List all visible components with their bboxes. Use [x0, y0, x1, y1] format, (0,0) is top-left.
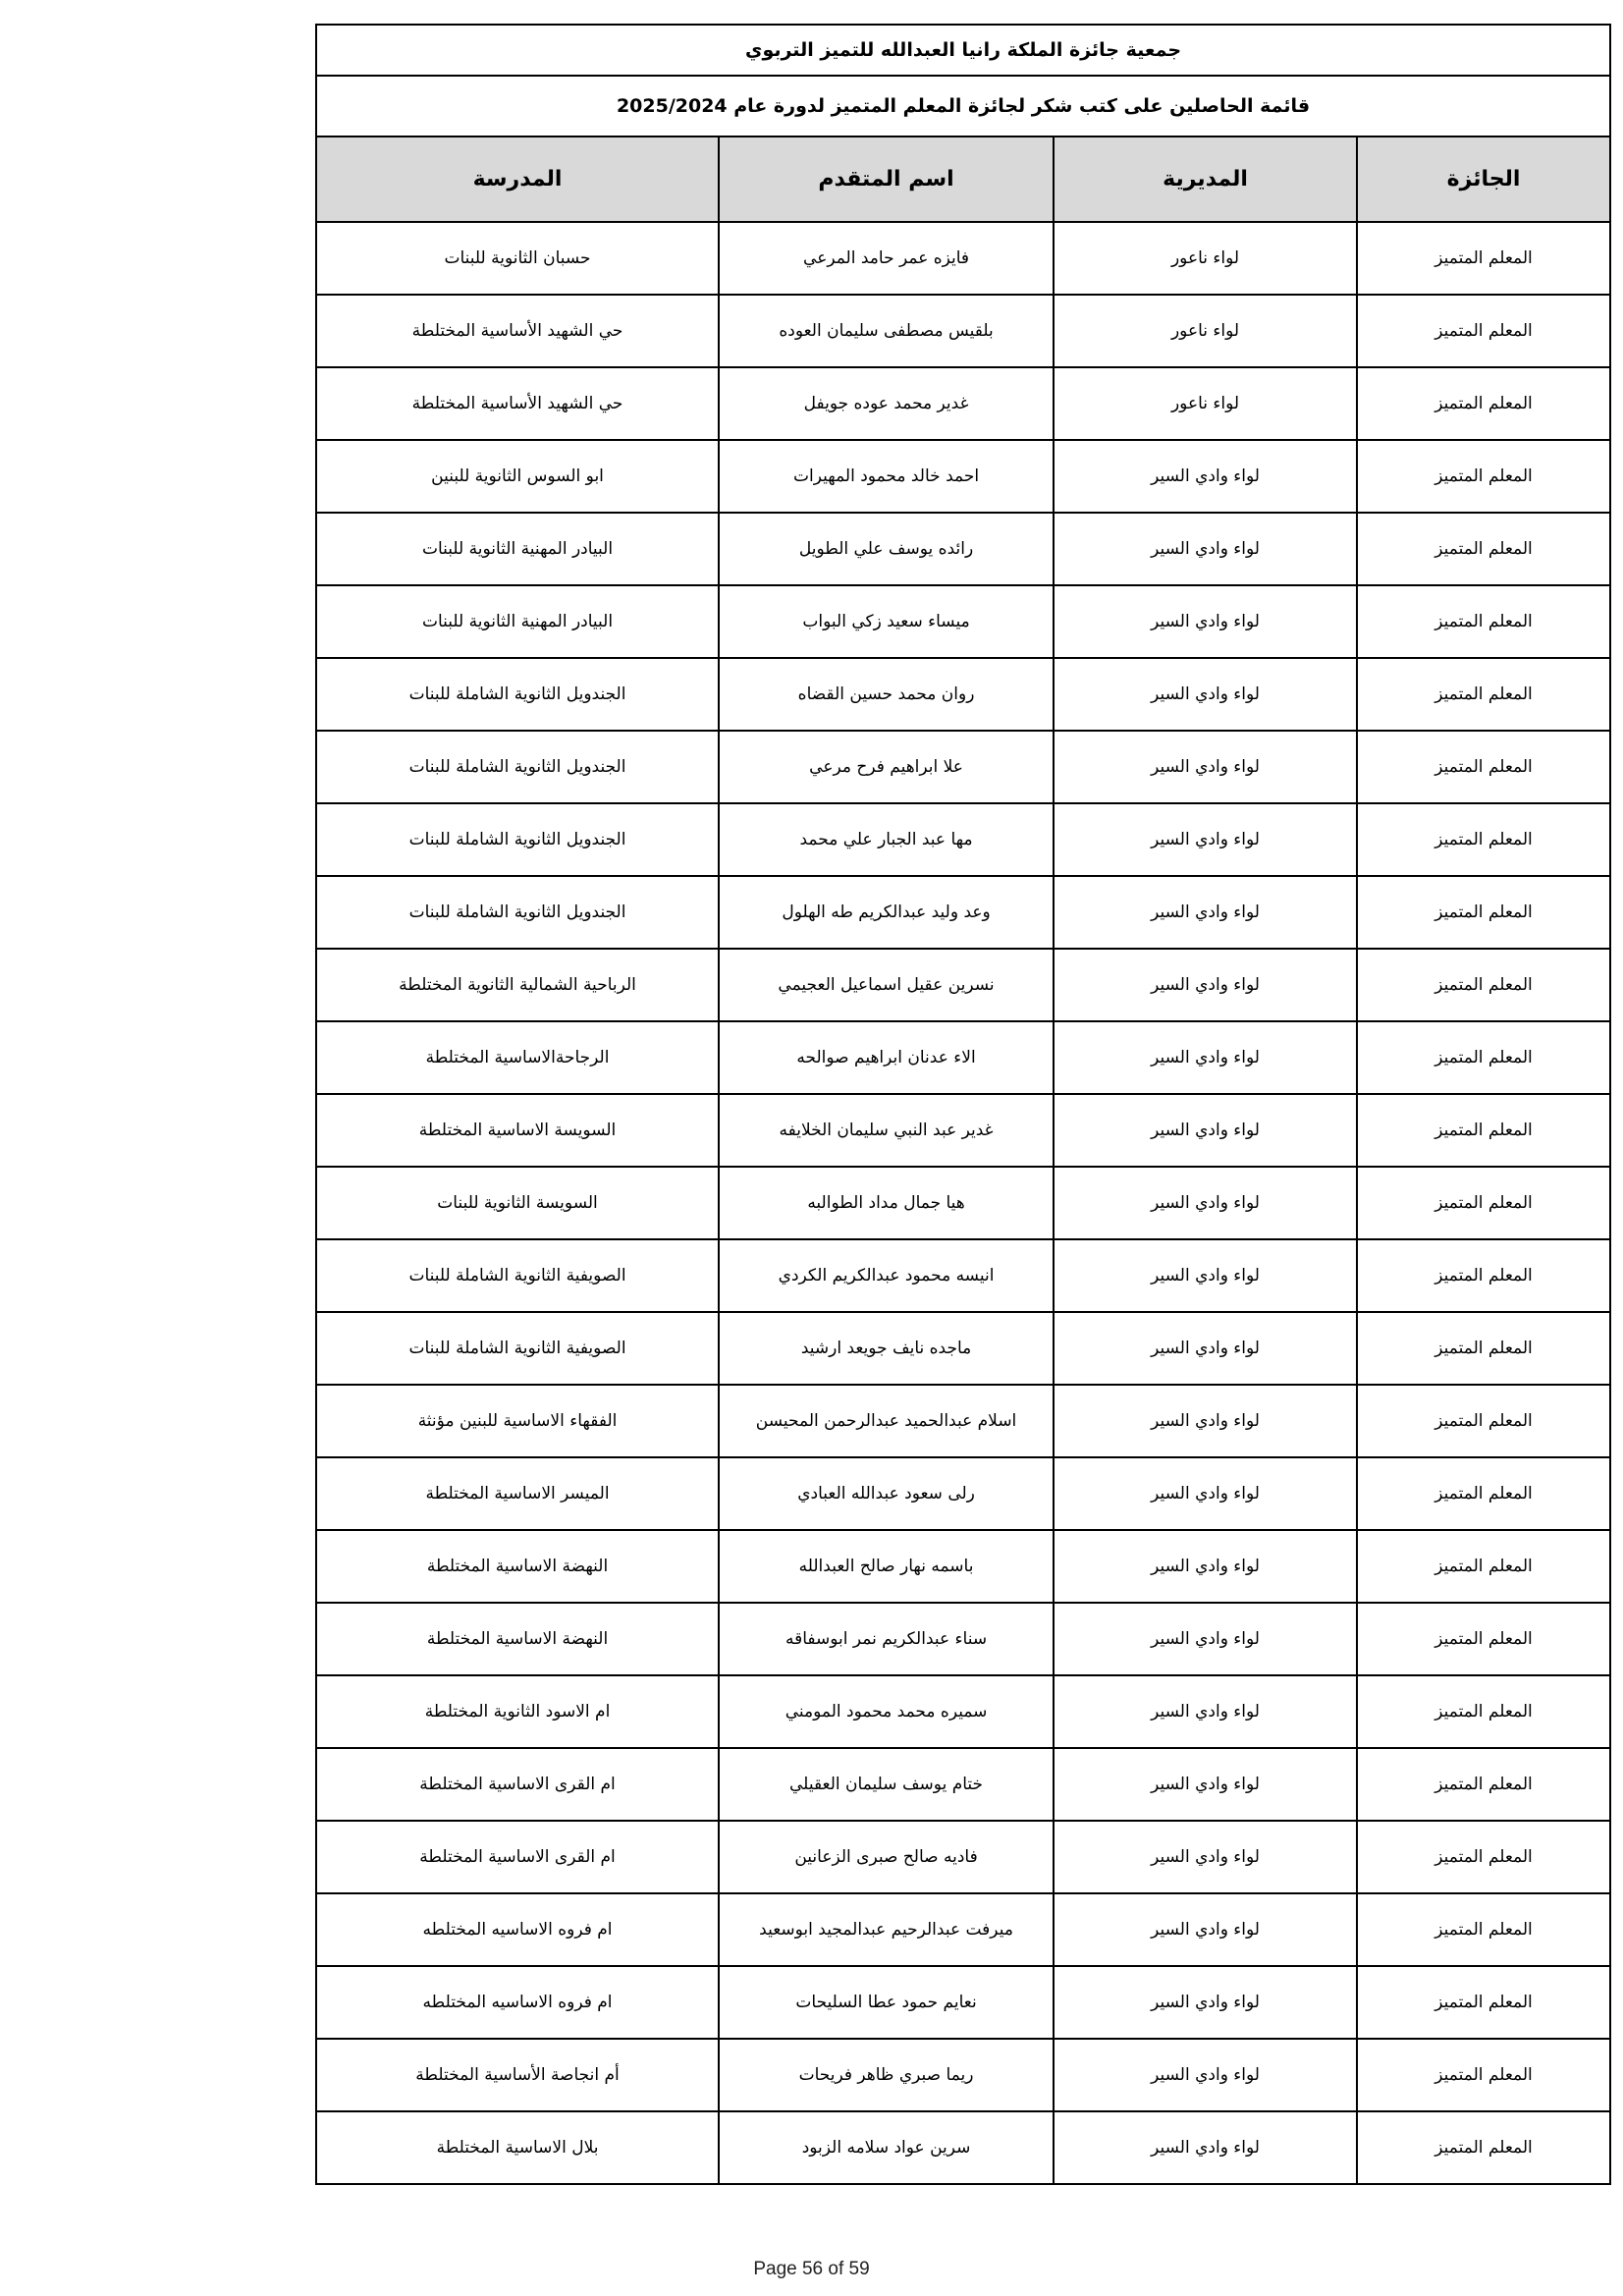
award-cell: المعلم المتميز: [1357, 2111, 1610, 2184]
table-row: [316, 803, 1610, 876]
directorate-cell: لواء وادي السير: [1054, 1530, 1357, 1603]
school-cell: النهضة الاساسية المختلطة: [316, 1530, 719, 1603]
award-cell: المعلم المتميز: [1357, 876, 1610, 949]
directorate-cell: لواء وادي السير: [1054, 1167, 1357, 1239]
directorate-cell: لواء وادي السير: [1054, 1893, 1357, 1966]
applicant-name-cell: رائده يوسف علي الطويل: [719, 513, 1054, 585]
school-cell: الفقهاء الاساسية للبنين مؤنثة: [316, 1385, 719, 1457]
school-cell: الميسر الاساسية المختلطة: [316, 1457, 719, 1530]
table-row: [316, 658, 1610, 731]
school-cell: السويسة الاساسية المختلطة: [316, 1094, 719, 1167]
applicant-name-cell: سميره محمد محمود المومني: [719, 1675, 1054, 1748]
awardees-table: [315, 24, 1611, 2185]
directorate-cell: لواء وادي السير: [1054, 1021, 1357, 1094]
column-header-school: المدرسة: [316, 137, 719, 222]
table-row: [316, 440, 1610, 513]
applicant-name-cell: بلقيس مصطفى سليمان العوده: [719, 295, 1054, 367]
table-row: [316, 949, 1610, 1021]
school-cell: الجندويل الثانوية الشاملة للبنات: [316, 876, 719, 949]
award-cell: المعلم المتميز: [1357, 222, 1610, 295]
award-cell: المعلم المتميز: [1357, 1457, 1610, 1530]
table-row: [316, 1094, 1610, 1167]
school-cell: الجندويل الثانوية الشاملة للبنات: [316, 658, 719, 731]
school-cell: الصويفية الثانوية الشاملة للبنات: [316, 1312, 719, 1385]
directorate-cell: لواء وادي السير: [1054, 585, 1357, 658]
directorate-cell: لواء وادي السير: [1054, 658, 1357, 731]
directorate-cell: لواء وادي السير: [1054, 949, 1357, 1021]
award-cell: المعلم المتميز: [1357, 1167, 1610, 1239]
school-cell: الجندويل الثانوية الشاملة للبنات: [316, 803, 719, 876]
table-row: [316, 1821, 1610, 1893]
school-cell: ام القرى الاساسية المختلطة: [316, 1821, 719, 1893]
school-cell: ام فروه الاساسيه المختلطه: [316, 1893, 719, 1966]
applicant-name-cell: ميرفت عبدالرحيم عبدالمجيد ابوسعيد: [719, 1893, 1054, 1966]
school-cell: الجندويل الثانوية الشاملة للبنات: [316, 731, 719, 803]
award-cell: المعلم المتميز: [1357, 1530, 1610, 1603]
table-row: [316, 367, 1610, 440]
applicant-name-cell: ختام يوسف سليمان العقيلي: [719, 1748, 1054, 1821]
award-cell: المعلم المتميز: [1357, 658, 1610, 731]
school-cell: الرجاحةالاساسية المختلطة: [316, 1021, 719, 1094]
applicant-name-cell: نعايم حمود عطا السليحات: [719, 1966, 1054, 2039]
directorate-cell: لواء وادي السير: [1054, 731, 1357, 803]
award-cell: المعلم المتميز: [1357, 1821, 1610, 1893]
school-cell: البيادر المهنية الثانوية للبنات: [316, 513, 719, 585]
column-header-directorate: المديرية: [1054, 137, 1357, 222]
column-header-applicant-name: اسم المتقدم: [719, 137, 1054, 222]
award-cell: المعلم المتميز: [1357, 2039, 1610, 2111]
table-row: [316, 731, 1610, 803]
school-cell: البيادر المهنية الثانوية للبنات: [316, 585, 719, 658]
applicant-name-cell: هيا جمال مداد الطوالبه: [719, 1167, 1054, 1239]
directorate-cell: لواء وادي السير: [1054, 1094, 1357, 1167]
school-cell: حي الشهيد الأساسية المختلطة: [316, 295, 719, 367]
table-row: [316, 1312, 1610, 1385]
award-cell: المعلم المتميز: [1357, 295, 1610, 367]
applicant-name-cell: ماجده نايف جويعد ارشيد: [719, 1312, 1054, 1385]
table-row: [316, 1021, 1610, 1094]
table-row: [316, 1530, 1610, 1603]
directorate-cell: لواء وادي السير: [1054, 1675, 1357, 1748]
school-cell: النهضة الاساسية المختلطة: [316, 1603, 719, 1675]
table-row: [316, 1385, 1610, 1457]
award-cell: المعلم المتميز: [1357, 1312, 1610, 1385]
school-cell: السويسة الثانوية للبنات: [316, 1167, 719, 1239]
document-subtitle: قائمة الحاصلين على كتب شكر لجائزة المعلم المتميز لدورة عام 2025/2024: [316, 76, 1610, 137]
award-cell: المعلم المتميز: [1357, 513, 1610, 585]
applicant-name-cell: سناء عبدالكريم نمر ابوسفاقه: [719, 1603, 1054, 1675]
directorate-cell: لواء وادي السير: [1054, 2111, 1357, 2184]
table-row: [316, 2039, 1610, 2111]
directorate-cell: لواء ناعور: [1054, 222, 1357, 295]
school-cell: الرباحية الشمالية الثانوية المختلطة: [316, 949, 719, 1021]
applicant-name-cell: علا ابراهيم فرح مرعي: [719, 731, 1054, 803]
school-cell: حسبان الثانوية للبنات: [316, 222, 719, 295]
award-cell: المعلم المتميز: [1357, 1675, 1610, 1748]
directorate-cell: لواء وادي السير: [1054, 440, 1357, 513]
table-row: [316, 876, 1610, 949]
applicant-name-cell: فايزه عمر حامد المرعي: [719, 222, 1054, 295]
table-row: [316, 1675, 1610, 1748]
table-row: [316, 513, 1610, 585]
table-row: [316, 585, 1610, 658]
award-cell: المعلم المتميز: [1357, 1239, 1610, 1312]
column-header-row: [316, 137, 1610, 222]
applicant-name-cell: روان محمد حسين القضاه: [719, 658, 1054, 731]
school-cell: أم انجاصة الأساسية المختلطة: [316, 2039, 719, 2111]
award-cell: المعلم المتميز: [1357, 1385, 1610, 1457]
award-cell: المعلم المتميز: [1357, 803, 1610, 876]
applicant-name-cell: نسرين عقيل اسماعيل العجيمي: [719, 949, 1054, 1021]
title-row: [316, 25, 1610, 76]
school-cell: الصويفية الثانوية الشاملة للبنات: [316, 1239, 719, 1312]
applicant-name-cell: الاء عدنان ابراهيم صوالحه: [719, 1021, 1054, 1094]
table-row: [316, 1966, 1610, 2039]
applicant-name-cell: وعد وليد عبدالكريم طه الهلول: [719, 876, 1054, 949]
applicant-name-cell: انيسه محمود عبدالكريم الكردي: [719, 1239, 1054, 1312]
subtitle-row: [316, 76, 1610, 137]
applicant-name-cell: غدير عبد النبي سليمان الخلايفه: [719, 1094, 1054, 1167]
award-cell: المعلم المتميز: [1357, 1603, 1610, 1675]
school-cell: حي الشهيد الأساسية المختلطة: [316, 367, 719, 440]
directorate-cell: لواء وادي السير: [1054, 1748, 1357, 1821]
table-row: [316, 1893, 1610, 1966]
applicant-name-cell: احمد خالد محمود المهيرات: [719, 440, 1054, 513]
applicant-name-cell: فاديه صالح صبرى الزعانين: [719, 1821, 1054, 1893]
directorate-cell: لواء ناعور: [1054, 295, 1357, 367]
directorate-cell: لواء ناعور: [1054, 367, 1357, 440]
applicant-name-cell: ريما صبري ظاهر فريحات: [719, 2039, 1054, 2111]
applicant-name-cell: رلى سعود عبدالله العبادي: [719, 1457, 1054, 1530]
directorate-cell: لواء وادي السير: [1054, 1385, 1357, 1457]
directorate-cell: لواء وادي السير: [1054, 1966, 1357, 2039]
award-cell: المعلم المتميز: [1357, 1893, 1610, 1966]
applicant-name-cell: مها عبد الجبار علي محمد: [719, 803, 1054, 876]
directorate-cell: لواء وادي السير: [1054, 513, 1357, 585]
applicant-name-cell: باسمه نهار صالح العبدالله: [719, 1530, 1054, 1603]
award-cell: المعلم المتميز: [1357, 585, 1610, 658]
table-row: [316, 1748, 1610, 1821]
table-row: [316, 1603, 1610, 1675]
table-row: [316, 1167, 1610, 1239]
school-cell: بلال الاساسية المختلطة: [316, 2111, 719, 2184]
directorate-cell: لواء وادي السير: [1054, 1603, 1357, 1675]
award-cell: المعلم المتميز: [1357, 1748, 1610, 1821]
directorate-cell: لواء وادي السير: [1054, 1312, 1357, 1385]
directorate-cell: لواء وادي السير: [1054, 803, 1357, 876]
table-row: [316, 295, 1610, 367]
award-cell: المعلم المتميز: [1357, 440, 1610, 513]
school-cell: ابو السوس الثانوية للبنين: [316, 440, 719, 513]
award-cell: المعلم المتميز: [1357, 731, 1610, 803]
table-row: [316, 2111, 1610, 2184]
award-cell: المعلم المتميز: [1357, 1966, 1610, 2039]
applicant-name-cell: غدير محمد عوده جويفل: [719, 367, 1054, 440]
award-cell: المعلم المتميز: [1357, 367, 1610, 440]
applicant-name-cell: ميساء سعيد زكي البواب: [719, 585, 1054, 658]
applicant-name-cell: اسلام عبدالحميد عبدالرحمن المحيسن: [719, 1385, 1054, 1457]
directorate-cell: لواء وادي السير: [1054, 1239, 1357, 1312]
school-cell: ام فروه الاساسيه المختلطه: [316, 1966, 719, 2039]
award-cell: المعلم المتميز: [1357, 1021, 1610, 1094]
directorate-cell: لواء وادي السير: [1054, 1457, 1357, 1530]
directorate-cell: لواء وادي السير: [1054, 876, 1357, 949]
directorate-cell: لواء وادي السير: [1054, 2039, 1357, 2111]
page-number: Page 56 of 59: [753, 2259, 870, 2279]
column-header-award: الجائزة: [1357, 137, 1610, 222]
applicant-name-cell: سرين عواد سلامه الزبود: [719, 2111, 1054, 2184]
table-row: [316, 222, 1610, 295]
award-cell: المعلم المتميز: [1357, 1094, 1610, 1167]
school-cell: ام القرى الاساسية المختلطة: [316, 1748, 719, 1821]
document-title: جمعية جائزة الملكة رانيا العبدالله للتميز التربوي: [316, 25, 1610, 76]
school-cell: ام الاسود الثانوية المختلطة: [316, 1675, 719, 1748]
table-row: [316, 1239, 1610, 1312]
table-row: [316, 1457, 1610, 1530]
award-cell: المعلم المتميز: [1357, 949, 1610, 1021]
directorate-cell: لواء وادي السير: [1054, 1821, 1357, 1893]
